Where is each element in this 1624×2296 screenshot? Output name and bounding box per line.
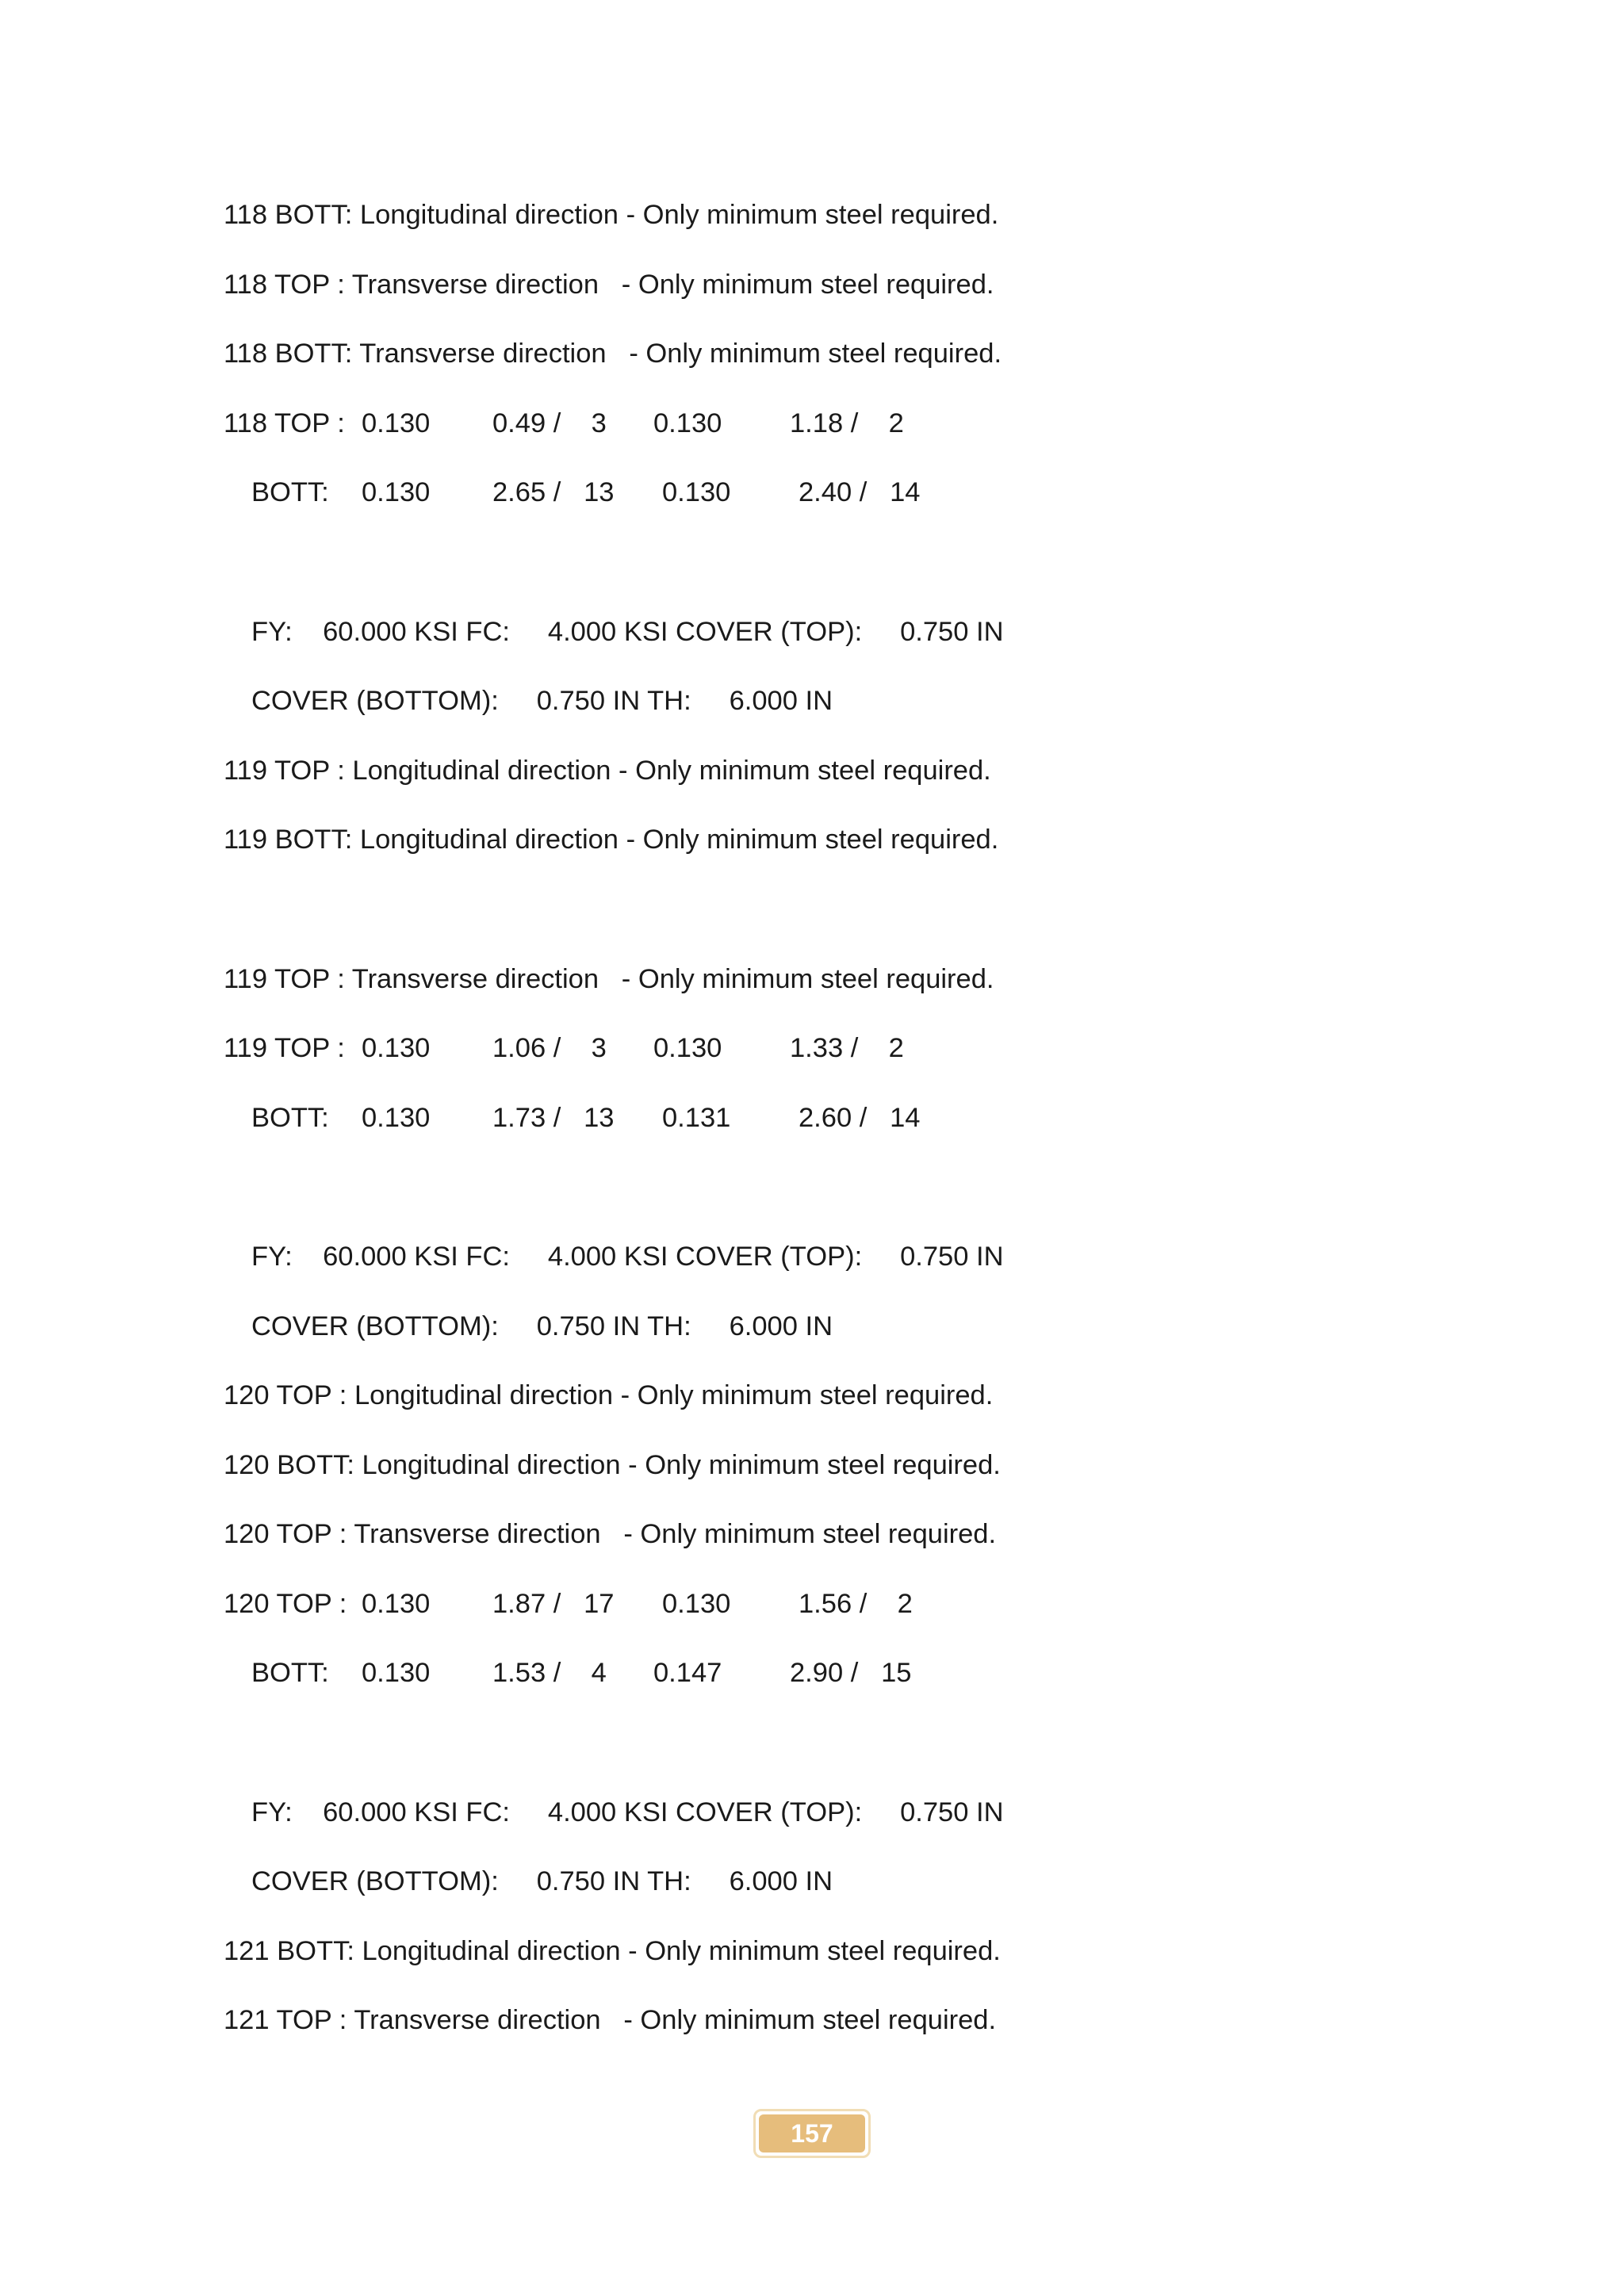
cell: 0.130 (662, 477, 731, 508)
blank-line (224, 1166, 1413, 1236)
text-line: 119 TOP : Transverse direction - Only minimum steel required. (224, 963, 994, 994)
row-label: BOTT: (251, 477, 329, 508)
page-number: 157 (759, 2114, 865, 2152)
cell: 1.06 / 3 (492, 1033, 607, 1064)
text-line: 118 TOP : Transverse direction - Only minimum steel required. (224, 269, 994, 300)
cell: 0.130 (662, 1588, 731, 1619)
text-line: 120 TOP : Transverse direction - Only minimum steel required. (224, 1519, 997, 1550)
text-line: 119 TOP : Longitudinal direction - Only minimum steel required. (224, 755, 991, 786)
cell: 0.130 (653, 408, 722, 438)
cell: 1.87 / 17 (492, 1588, 615, 1619)
document-body (224, 194, 1413, 2069)
cell: 1.53 / 4 (492, 1658, 607, 1689)
cell: 1.73 / 13 (492, 1102, 615, 1133)
cell: 0.130 (362, 1102, 431, 1133)
row-label: BOTT: (251, 1658, 329, 1689)
cell: 0.147 (653, 1658, 722, 1689)
cell: 2.40 / 14 (799, 477, 921, 508)
text-line: COVER (BOTTOM): 0.750 IN TH: 6.000 IN (251, 1311, 833, 1341)
text-line: 119 BOTT: Longitudinal direction - Only minimum steel required. (224, 825, 999, 855)
cell: 0.130 (362, 1588, 431, 1619)
cell: 1.56 / 2 (799, 1588, 913, 1619)
blank-line (224, 1722, 1413, 1792)
text-line: FY: 60.000 KSI FC: 4.000 KSI COVER (TOP): 0.750 IN (251, 1797, 1004, 1827)
cell: 1.18 / 2 (790, 408, 904, 438)
result-row-top (224, 1027, 1413, 1097)
cell: 2.60 / 14 (799, 1102, 921, 1133)
page-number-badge (753, 2109, 871, 2158)
cell: 0.130 (653, 1033, 722, 1064)
cell: 0.130 (362, 477, 431, 508)
text-line: 120 BOTT: Longitudinal direction - Only minimum steel required. (224, 1449, 1001, 1480)
cell: 0.130 (362, 1033, 431, 1064)
text-line: 121 TOP : Transverse direction - Only minimum steel required. (224, 2005, 997, 2036)
blank-line (224, 889, 1413, 959)
row-label: BOTT: (251, 1102, 329, 1133)
row-label: 120 TOP : (224, 1588, 347, 1619)
text-line: 120 TOP : Longitudinal direction - Only minimum steel required. (224, 1380, 994, 1411)
text-line: FY: 60.000 KSI FC: 4.000 KSI COVER (TOP): 0.750 IN (251, 616, 1004, 647)
result-row-bott (224, 472, 1413, 541)
cell: 1.33 / 2 (790, 1033, 904, 1064)
cell: 0.130 (362, 1658, 431, 1689)
text-line: 121 BOTT: Longitudinal direction - Only minimum steel required. (224, 1935, 1001, 1966)
text-line: 118 BOTT: Transverse direction - Only minimum steel required. (224, 339, 1002, 369)
result-row-top (224, 1583, 1413, 1653)
cell: 2.90 / 15 (790, 1658, 912, 1689)
cell: 0.49 / 3 (492, 408, 607, 438)
result-row-bott (224, 1652, 1413, 1722)
result-row-top (224, 403, 1413, 473)
row-label: 118 TOP : (224, 408, 345, 438)
cell: 2.65 / 13 (492, 477, 615, 508)
text-line: COVER (BOTTOM): 0.750 IN TH: 6.000 IN (251, 686, 833, 717)
text-line: FY: 60.000 KSI FC: 4.000 KSI COVER (TOP): 0.750 IN (251, 1241, 1004, 1272)
blank-line (224, 541, 1413, 611)
result-row-bott (224, 1097, 1413, 1167)
row-label: 119 TOP : (224, 1033, 345, 1064)
text-line: 118 BOTT: Longitudinal direction - Only minimum steel required. (224, 200, 999, 230)
cell: 0.131 (662, 1102, 731, 1133)
cell: 0.130 (362, 408, 431, 438)
text-line: COVER (BOTTOM): 0.750 IN TH: 6.000 IN (251, 1866, 833, 1897)
